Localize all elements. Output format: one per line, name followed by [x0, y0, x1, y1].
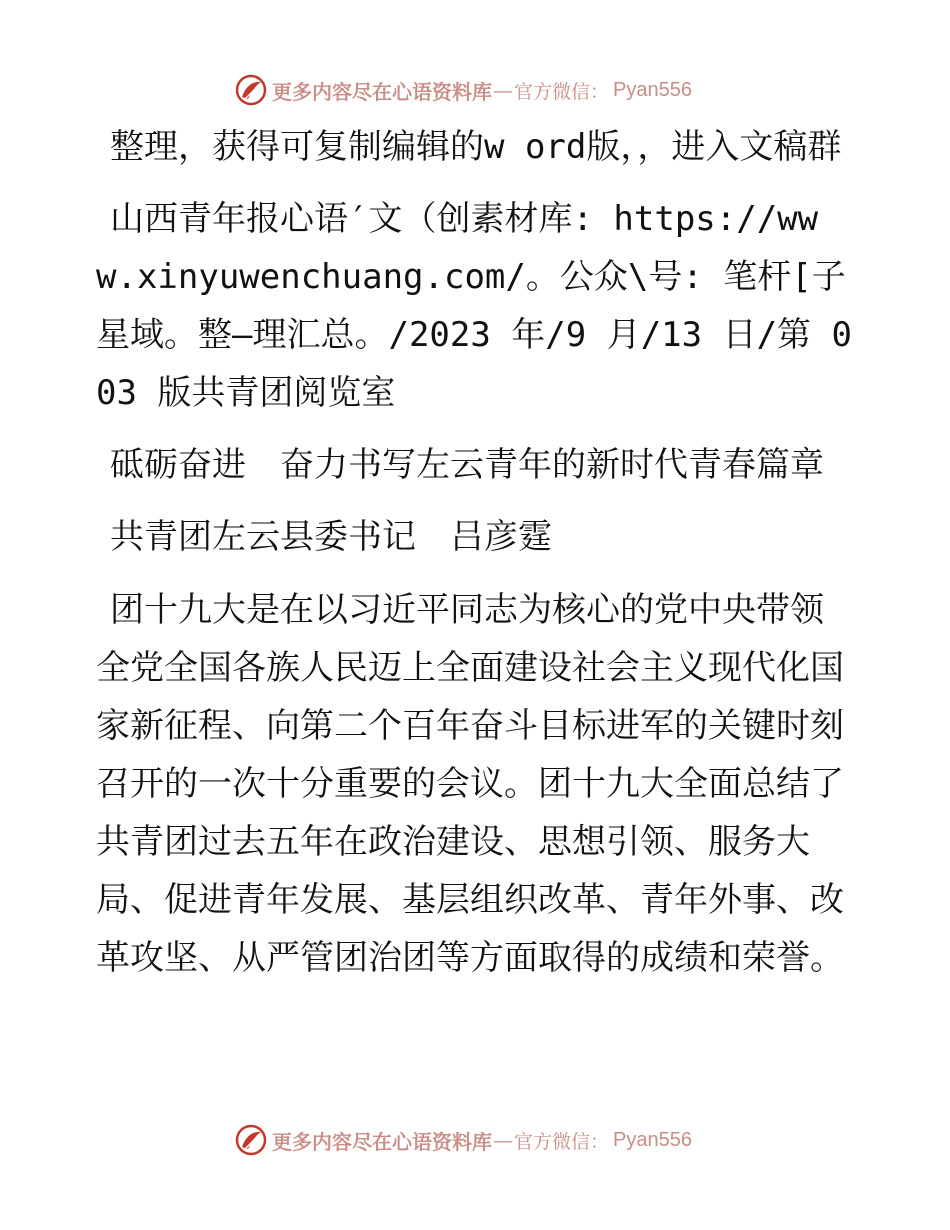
article-author: 共青团左云县委书记 吕彦霆 — [110, 517, 552, 557]
footer-brand-banner — [234, 1122, 714, 1158]
source-paragraph: 山西青年报心语′文（创素材库: https://www.xinyuwenchuang.com/。公众\号: 笔杆[子星域。整—理汇总。/2023 年/9 月/13 日/第 003 版共青团阅览室 — [96, 199, 852, 413]
brand-logo-icon — [234, 1123, 268, 1157]
article-body-paragraph: 团十九大是在以习近平同志为核心的党中央带领全党全国各族人民迈上全面建设社会主义现代化国家新征程、向第二个百年奋斗目标进军的关键时刻召开的一次十分重要的会议。团十九大全面总结了共青团过去五年在政治建设、思想引领、服务大局、促进青年发展、基层组织改革、青年外事、改革攻坚、从严管团治团等方面取得的成绩和荣誉。 — [96, 590, 844, 978]
brand-dash: — — [493, 1128, 513, 1152]
article-title: 砥砺奋进 奋力书写左云青年的新时代青春篇章 — [110, 445, 824, 485]
brand-slogan: 更多内容尽在心语资料库 — [272, 1129, 492, 1154]
document-body — [96, 118, 856, 987]
brand-logo-icon — [234, 73, 268, 107]
brand-contact-id: Pyan556 — [613, 78, 692, 101]
brand-contact-label: 官方微信： — [514, 1130, 610, 1153]
brand-contact-label: 官方微信： — [514, 80, 610, 103]
brand-slogan: 更多内容尽在心语资料库 — [272, 79, 492, 104]
brand-dash: — — [493, 78, 513, 102]
intro-paragraph: 整理，获得可复制编辑的w ord版，，进入文稿群 — [110, 127, 842, 167]
brand-contact-id: Pyan556 — [613, 1128, 692, 1151]
header-brand-banner — [234, 72, 714, 108]
